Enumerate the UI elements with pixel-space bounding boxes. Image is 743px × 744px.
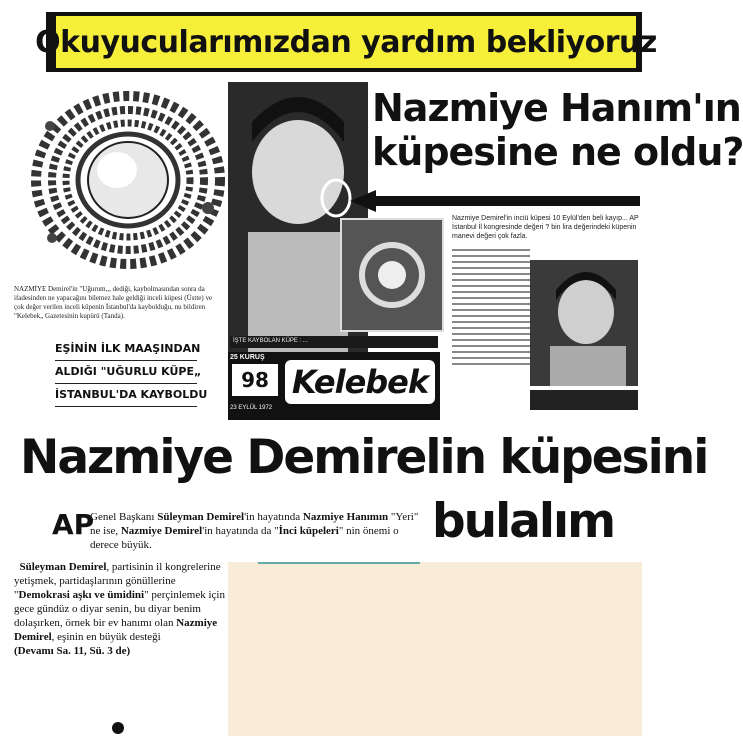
earring-caption: NAZMİYE Demirel'in "Uğurum,,, dediği, kaybolmasından sonra da ifadesinden ne yapacağını bilemez hale geldiği inceli küpesi (Üstte) ve çok değer verilen inceli küpenin İstanbul'da kaybolduğu, nu bildiren "Kelebek„ Gazetesinin kupürü (Tanda). [14, 285, 213, 320]
text-run: 'in hayatında [244, 511, 303, 523]
text-run: 'in hayatında da " [202, 525, 279, 537]
clipping-title [372, 86, 743, 186]
text-run: " nin önemi o derece büyük. [90, 525, 399, 551]
kelebek-price: 25 KURUŞ [230, 354, 265, 361]
kelebek-logo-text: Kelebek [291, 363, 429, 401]
clipping-title-line2: küpesine ne oldu? [372, 130, 743, 174]
clipping-column-text [452, 245, 530, 413]
arrow-left-icon [350, 190, 640, 212]
kelebek-issue-number: 98 [232, 364, 278, 396]
boxed-headline [55, 338, 208, 407]
banner [35, 16, 657, 68]
text-run-bold: Nazmiye Demirel [14, 617, 218, 643]
text-run-bold: Süleyman Demirel [19, 561, 107, 573]
kelebek-logo [285, 360, 435, 404]
article-paragraph-1 [90, 510, 422, 552]
kelebek-date: 23 EYLÜL 1972 [230, 405, 273, 411]
text-run-bold: Nazmiye Demirel [120, 525, 203, 537]
text-run-bold: Demokrasi aşkı ve ümidini [18, 589, 145, 601]
text-run-bold: İnci küpeleri [278, 525, 339, 537]
blank-area [228, 562, 642, 736]
text-run: "Yeri" ne ise, [90, 511, 419, 537]
photo-caption-text: İŞTE KAYBOLAN KÜPE : ... [233, 338, 308, 344]
earring-photo [12, 88, 224, 280]
text-run-bold: Süleyman Demirel [157, 511, 245, 523]
boxed-headline-line: EŞİNİN İLK MAAŞINDAN [55, 338, 197, 361]
boxed-headline-line: İSTANBUL'DA KAYBOLDU [55, 384, 197, 407]
main-headline-line1: Nazmiye Demirelin küpesini [20, 430, 708, 485]
text-run: , partisinin il kongrelerine yetişmek, partidaşlarının gönüllerine " [14, 561, 221, 601]
bullet-icon [112, 722, 124, 734]
ap-initial: AP [52, 508, 95, 541]
earring-closeup-photo [340, 218, 444, 332]
clipping-title-line1: Nazmiye Hanım'ın [372, 86, 741, 130]
nazmiye-photo [530, 260, 638, 386]
clipping-intro: Nazmiye Demirel'in inciü küpesi 10 Eylül'den beli kayıp... AP İstanbul İl kongresinde değeri ? bin lira değerindeki küpenin manevi değeri çok fazla. [452, 215, 639, 240]
main-headline-line2: bulalım [432, 494, 615, 549]
divider [258, 562, 420, 564]
continued-note: (Devamı Sa. 11, Sü. 3 de) [14, 645, 131, 657]
boxed-headline-line: ALDIĞI "UĞURLU KÜPE„ [55, 361, 197, 384]
text-run-bold: Nazmiye Hanımın [302, 511, 389, 523]
text-run: , eşinin en büyük desteği [51, 631, 161, 643]
nazmiye-photo-caption [530, 390, 638, 410]
banner-title: Okuyucularımızdan yardım bekliyoruz [35, 24, 657, 60]
article-paragraph-2 [14, 560, 226, 658]
text-run: Genel Başkanı [90, 511, 158, 523]
text-run: " perçinlemek için gece gündüz o diyar senin, bu diyar benim dolaşırken, örnek bir ev hanımı olan [14, 589, 225, 629]
